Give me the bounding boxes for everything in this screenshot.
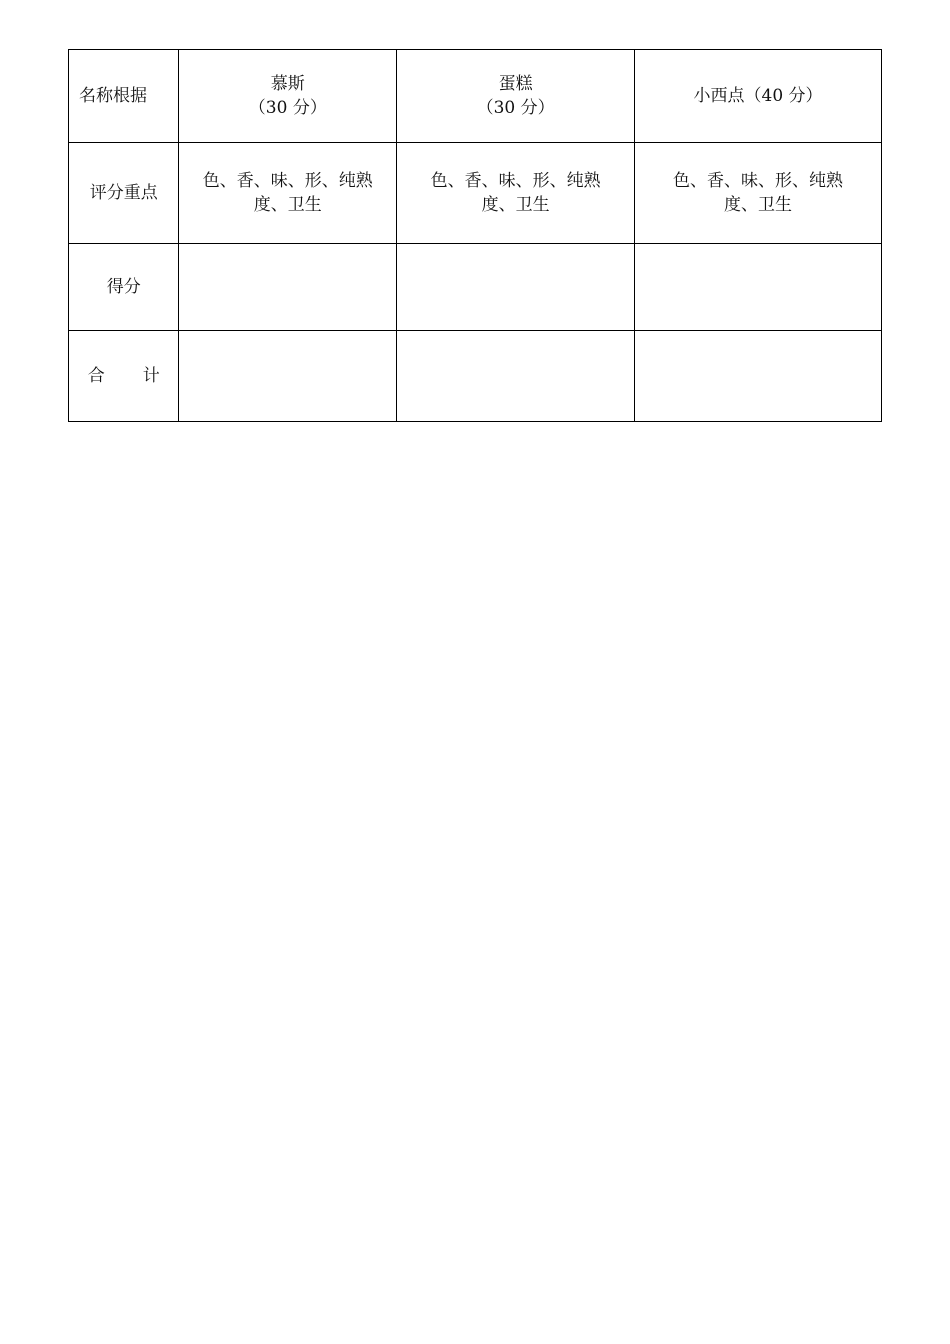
total-cell-mousse[interactable] (179, 331, 397, 422)
score-cell-pastry[interactable] (635, 244, 882, 331)
column-points-cake: （30 分） (476, 98, 555, 118)
scoring-table (68, 49, 882, 422)
header-cell-mousse (179, 50, 397, 143)
focus-cell-pastry (635, 143, 882, 244)
header-label-cell (69, 50, 179, 143)
header-cell-pastry (635, 50, 882, 143)
column-name-pastry: 小西点（40 分） (693, 86, 823, 106)
focus-row (69, 143, 882, 244)
focus-text-line1: 色、香、味、形、纯熟 (202, 171, 373, 191)
column-points-mousse: （30 分） (248, 98, 327, 118)
score-cell-mousse[interactable] (179, 244, 397, 331)
focus-text-line1: 色、香、味、形、纯熟 (673, 171, 844, 191)
total-row (69, 331, 882, 422)
total-label-part1: 合 (87, 366, 105, 386)
focus-text-line2: 度、卫生 (724, 195, 793, 215)
total-cell-pastry[interactable] (635, 331, 882, 422)
focus-cell-mousse (179, 143, 397, 244)
total-label-part2: 计 (142, 366, 160, 386)
score-label: 得分 (106, 277, 141, 297)
focus-label-cell (69, 143, 179, 244)
focus-cell-cake (397, 143, 635, 244)
header-label: 名称根据 (79, 86, 147, 106)
score-label-cell (69, 244, 179, 331)
score-cell-cake[interactable] (397, 244, 635, 331)
focus-text-line2: 度、卫生 (253, 195, 322, 215)
focus-text-line2: 度、卫生 (481, 195, 550, 215)
total-label-cell (69, 331, 179, 422)
header-cell-cake (397, 50, 635, 143)
column-name-cake: 蛋糕 (498, 74, 533, 94)
focus-label: 评分重点 (89, 183, 158, 203)
score-row (69, 244, 882, 331)
focus-text-line1: 色、香、味、形、纯熟 (430, 171, 601, 191)
column-name-mousse: 慕斯 (270, 74, 305, 94)
total-cell-cake[interactable] (397, 331, 635, 422)
header-row (69, 50, 882, 143)
